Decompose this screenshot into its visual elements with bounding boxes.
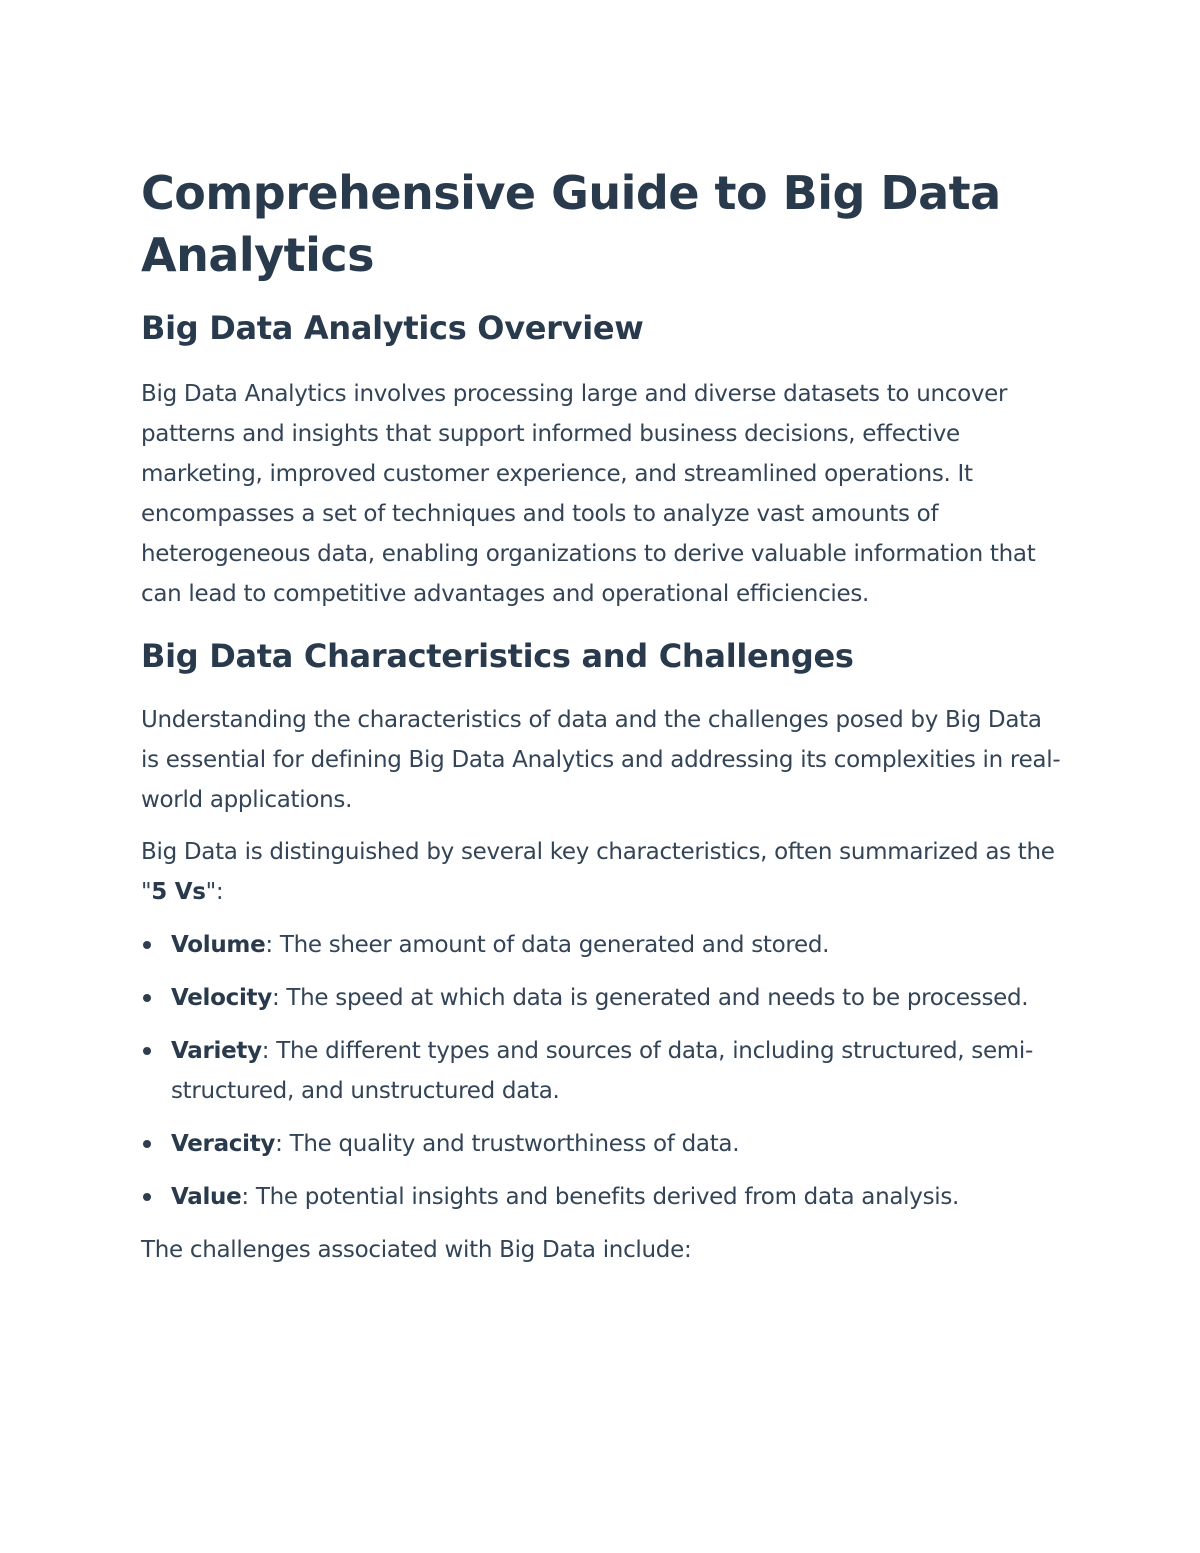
five-vs-intro	[141, 832, 1061, 912]
list-item	[141, 1177, 1061, 1217]
five-vs-intro-text: Big Data is distinguished by several key characteristics, often summarized as the "	[141, 839, 1055, 905]
bullet-icon	[143, 941, 151, 949]
section-heading-characteristics: Big Data Characteristics and Challenges	[141, 637, 854, 675]
list-item-term: Variety	[171, 1038, 262, 1064]
list-item-desc: : The different types and sources of data, including structured, semi-structured, and unstructured data.	[171, 1038, 1033, 1104]
list-item-term: Volume	[171, 932, 266, 958]
list-item	[141, 925, 1061, 965]
bullet-icon	[143, 994, 151, 1002]
bullet-icon	[143, 1193, 151, 1201]
list-item	[141, 1031, 1061, 1111]
five-vs-label: 5 Vs	[151, 879, 206, 905]
list-item	[141, 1124, 1061, 1164]
list-item	[141, 978, 1061, 1018]
list-item-term: Veracity	[171, 1131, 276, 1157]
characteristics-paragraph: Understanding the characteristics of data and the challenges posed by Big Data is essential for defining Big Data Analytics and addressing its complexities in real-world applications.	[141, 707, 1061, 813]
list-item-desc: : The potential insights and benefits derived from data analysis.	[241, 1184, 960, 1210]
bullet-icon	[143, 1140, 151, 1148]
bullet-icon	[143, 1047, 151, 1055]
page-title: Comprehensive Guide to Big Data Analytics	[141, 166, 1001, 282]
list-item-desc: : The sheer amount of data generated and stored.	[265, 932, 830, 958]
five-vs-intro-end: ":	[205, 879, 224, 905]
list-item-desc: : The quality and trustworthiness of data.	[275, 1131, 740, 1157]
document-page	[141, 162, 1061, 1270]
list-item-term: Value	[171, 1184, 242, 1210]
challenges-intro: The challenges associated with Big Data include:	[141, 1237, 692, 1263]
five-vs-list	[141, 925, 1061, 1217]
overview-paragraph: Big Data Analytics involves processing large and diverse datasets to uncover patterns and insights that support informed business decisions, effective marketing, improved customer experience, and streamlined operations. It encompasses a set of techniques and tools to analyze vast amounts of heterogeneous data, enabling organizations to derive valuable information that can lead to competitive advantages and operational efficiencies.	[141, 381, 1036, 607]
list-item-term: Velocity	[171, 985, 272, 1011]
section-heading-overview: Big Data Analytics Overview	[141, 309, 644, 347]
list-item-desc: : The speed at which data is generated and needs to be processed.	[271, 985, 1029, 1011]
